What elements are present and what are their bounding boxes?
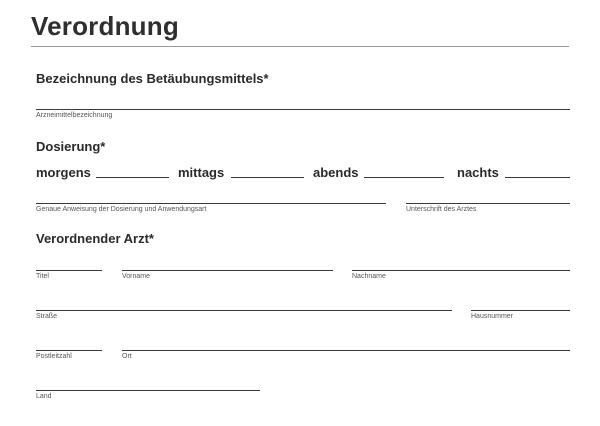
dose-noon-label: mittags xyxy=(178,165,225,180)
dosage-heading: Dosierung* xyxy=(36,139,106,154)
doctor-house-number-caption: Hausnummer xyxy=(471,313,514,320)
doctor-house-number-field[interactable] xyxy=(471,310,570,311)
doctor-first-name-field[interactable] xyxy=(122,270,333,271)
dose-night-field[interactable] xyxy=(505,177,570,178)
dosage-instructions-caption: Genaue Anweisung der Dosierung und Anwendungsart xyxy=(36,206,207,213)
doctor-city-field[interactable] xyxy=(122,350,570,351)
doctor-country-field[interactable] xyxy=(36,390,260,391)
doctor-heading: Verordnender Arzt* xyxy=(36,231,154,246)
doctor-signature-field[interactable] xyxy=(406,203,570,204)
dosage-instructions-field[interactable] xyxy=(36,203,386,204)
form-title: Verordnung xyxy=(31,11,179,41)
medication-name-field[interactable] xyxy=(36,109,570,110)
medication-name-caption: Arzneimittelbezeichnung xyxy=(36,112,113,119)
dose-evening-field[interactable] xyxy=(364,177,444,178)
doctor-title-field[interactable] xyxy=(36,270,102,271)
doctor-country-caption: Land xyxy=(36,393,52,400)
doctor-first-name-caption: Vorname xyxy=(122,273,151,280)
doctor-postal-code-field[interactable] xyxy=(36,350,102,351)
doctor-postal-code-caption: Postleitzahl xyxy=(36,353,72,360)
dose-morning-field[interactable] xyxy=(96,177,169,178)
doctor-last-name-caption: Nachname xyxy=(352,273,386,280)
doctor-last-name-field[interactable] xyxy=(352,270,570,271)
medication-heading: Bezeichnung des Betäubungsmittels* xyxy=(36,71,269,86)
doctor-title-caption: Titel xyxy=(36,273,49,280)
dose-evening-label: abends xyxy=(313,165,359,180)
dose-noon-field[interactable] xyxy=(231,177,304,178)
doctor-street-caption: Straße xyxy=(36,313,58,320)
dose-night-label: nachts xyxy=(457,165,499,180)
doctor-street-field[interactable] xyxy=(36,310,452,311)
dose-morning-label: morgens xyxy=(36,165,91,180)
doctor-city-caption: Ort xyxy=(122,353,132,360)
doctor-signature-caption: Unterschrift des Arztes xyxy=(406,206,477,213)
title-divider xyxy=(31,46,569,47)
